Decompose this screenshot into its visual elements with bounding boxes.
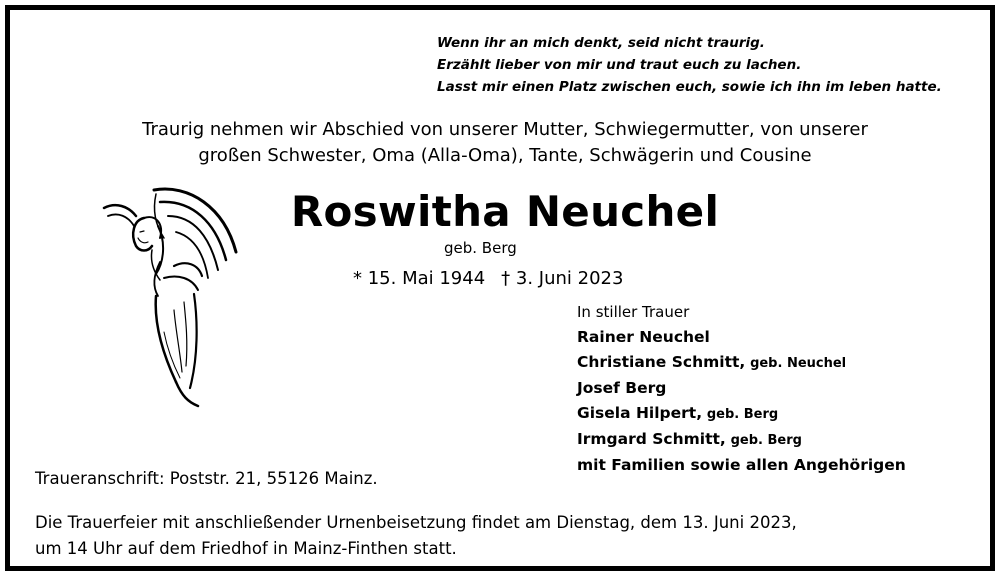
mourners-list [577,300,906,478]
maiden-name: geb. Berg [444,239,517,257]
mourner-note: geb. Berg [730,433,802,448]
intro-text [10,117,1000,169]
mourner-entry [577,401,906,427]
service-info [35,510,797,562]
life-dates [353,265,623,293]
mourning-address: Traueranschrift: Poststr. 21, 55126 Mainz. [35,469,378,488]
intro-line: großen Schwester, Oma (Alla-Oma), Tante, Schwägerin und Cousine [198,145,812,166]
poem-line: Wenn ihr an mich denkt, seid nicht traurig. [437,35,765,51]
mourner-name: Gisela Hilpert, [577,404,703,422]
poem [437,32,942,98]
death-date: † 3. Juni 2023 [501,268,624,289]
birth-date: * 15. Mai 1944 [353,268,486,289]
service-line: um 14 Uhr auf dem Friedhof in Mainz-Finthen statt. [35,539,457,558]
mourner-name: Rainer Neuchel [577,328,710,346]
poem-line: Lasst mir einen Platz zwischen euch, sowie ich ihn im leben hatte. [437,79,942,95]
mourner-name: Christiane Schmitt, [577,353,746,371]
mourner-name: mit Familien sowie allen Angehörigen [577,456,906,474]
mourner-entry [577,376,906,401]
mourner-note: geb. Neuchel [750,356,847,371]
mourner-name: Irmgard Schmitt, [577,430,726,448]
mourner-note: geb. Berg [706,407,779,422]
mourner-entry [577,325,906,350]
poem-line: Erzählt lieber von mir und traut euch zu lachen. [437,57,802,73]
mourner-entry [577,427,906,453]
mourner-entry [577,350,906,376]
obituary-card [5,5,995,571]
service-line: Die Trauerfeier mit anschließender Urnenbeisetzung findet am Dienstag, dem 13. Juni 2023, [35,513,797,532]
mourners-heading: In stiller Trauer [577,303,690,321]
mourner-entry [577,453,906,478]
intro-line: Traurig nehmen wir Abschied von unserer Mutter, Schwiegermutter, von unserer [142,119,868,140]
mourner-name: Josef Berg [577,379,667,397]
deceased-name: Roswitha Neuchel [290,187,720,236]
